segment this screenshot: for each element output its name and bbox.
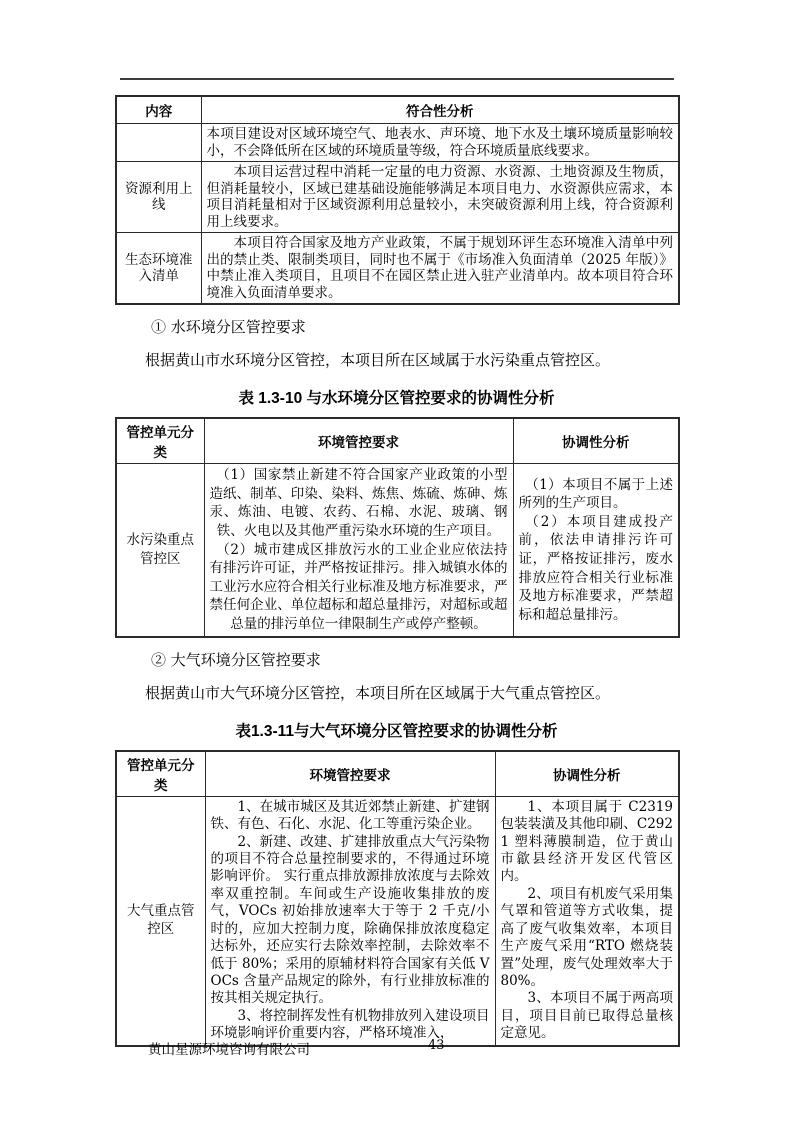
requirement-cell <box>204 464 513 637</box>
row-label: 资源利用上线 <box>116 162 201 233</box>
control-unit: 水污染重点管控区 <box>116 464 204 637</box>
col-header-analysis: 协调性分析 <box>513 418 679 464</box>
table-header-row <box>116 96 679 124</box>
requirement-item: （2）城市建成区排放污水的工业企业应依法持有排污许可证，并严格按证排污。排入城镇水体的工业污水应符合相关行业标准及地方标准要求，严禁任何企业、单位超标和超总量排污，对超标或超总量的排污单位一律限制生产或停产整顿。 <box>209 541 508 632</box>
page-content <box>115 0 678 1047</box>
analysis-item: 2、项目有机废气采用集气罩和管道等方式收集，提高了废气收集效率，本项目生产废气采用“RTO 燃烧装置”处理，废气处理效率大于 80%。 <box>500 885 673 989</box>
table-row <box>116 124 679 162</box>
requirement-item: 3、将控制挥发性有机物排放列入建设项目环境影响评价重要内容，严格环境准入， <box>210 1007 490 1042</box>
page-footer <box>115 1038 678 1058</box>
col-header-requirement: 环境管控要求 <box>205 751 495 797</box>
row-text: 本项目符合国家及地方产业政策，不属于规划环评生态环境准入清单中列出的禁止类、限制类项目，同时也不属于《市场准入负面清单（2025 年版）》中禁止准入类项目，且项目不在园区禁止进入驻产业清单内。故本项目符合环境准入负面清单要求。 <box>206 235 673 301</box>
table-row <box>116 162 679 233</box>
air-table-title: 表1.3-11与大气环境分区管控要求的协调性分析 <box>235 722 558 740</box>
air-section-paragraph: 根据黄山市大气环境分区管控，本项目所在区域属于大气重点管控区。 <box>145 683 611 702</box>
analysis-cell <box>513 464 679 637</box>
analysis-item: （1）本项目不属于上述所列的生产项目。 <box>518 476 673 512</box>
col-header-content: 内容 <box>116 96 201 124</box>
row-label <box>116 124 201 162</box>
col-header-analysis: 符合性分析 <box>201 96 679 124</box>
row-text: 本项目运营过程中消耗一定量的电力资源、水资源、土地资源及生物质，但消耗量较小，区域已建基础设施能够满足本项目电力、水资源供应需求，本项目消耗量相对于区域资源利用总量较小，未突破资源利用上线，符合资源利用上线要求。 <box>206 164 673 230</box>
row-text-cell <box>201 233 679 305</box>
air-control-table <box>115 750 680 1047</box>
col-header-analysis: 协调性分析 <box>495 751 679 797</box>
water-section-heading: ① 水环境分区管控要求 <box>151 318 306 336</box>
row-text-cell <box>201 124 679 162</box>
analysis-item: 1、本项目属于 C2319 包装装潢及其他印刷、C2921 塑料薄膜制造，位于黄山市歙县经济开发区代管区内。 <box>500 798 673 885</box>
row-text-cell <box>201 162 679 233</box>
water-control-table <box>115 417 680 637</box>
analysis-item: 3、本项目不属于两高项目，项目目前已取得总量核定意见。 <box>500 990 673 1042</box>
page-number: 43 <box>428 1038 445 1053</box>
table-header-row <box>116 751 679 797</box>
col-header-requirement: 环境管控要求 <box>204 418 513 464</box>
col-header-unit: 管控单元分类 <box>116 751 205 797</box>
requirement-item: （1）国家禁止新建不符合国家产业政策的小型造纸、制革、印染、染料、炼焦、炼硫、炼砷、炼汞、炼油、电镀、农药、石棉、水泥、玻璃、钢铁、火电以及其他严重污染水环境的生产项目。 <box>209 467 508 540</box>
footer-company-name: 黄山星源环境咨询有限公司 <box>148 1042 310 1058</box>
water-section-paragraph: 根据黄山市水环境分区管控，本项目所在区域属于水污染重点管控区。 <box>145 351 611 369</box>
table-header-row <box>116 418 679 464</box>
requirement-cell <box>205 796 495 1045</box>
requirement-item: 2、新建、改建、扩建排放重点大气污染物的项目不符合总量控制要求的，不得通过环境影响评价。 实行重点排放源排放浓度与去除效率双重控制。车间或生产设施收集排放的废气，VOCs 初始排放速率大于等于 2 千克/小时的，应加大控制力度，除确保排放浓度稳定达标外，还应实行去除效率控制，去除效率不低于 80%；采用的原辅材料符合国家有关低 VOCs 含量产品规定的除外，有行业排放标准的按其相关规定执行。 <box>210 833 490 1007</box>
table-row <box>116 464 679 637</box>
table-row <box>116 233 679 305</box>
col-header-unit: 管控单元分类 <box>116 418 204 464</box>
air-section-heading: ② 大气环境分区管控要求 <box>151 650 321 669</box>
analysis-item: （2）本项目建成投产前，依法申请排污许可证，严格按证排污，废水排放应符合相关行业标准及地方标准要求，严禁超标和超总量排污。 <box>518 513 673 623</box>
analysis-cell <box>495 796 679 1045</box>
water-table-title: 表 1.3-10 与水环境分区管控要求的协调性分析 <box>238 390 555 408</box>
table-row <box>116 796 679 1045</box>
requirement-item: 1、在城市城区及其近郊禁止新建、扩建钢铁、有色、石化、水泥、化工等重污染企业。 <box>210 798 490 833</box>
row-label: 生态环境准入清单 <box>116 233 201 305</box>
control-unit: 大气重点管控区 <box>116 796 205 1045</box>
row-text: 本项目建设对区域环境空气、地表水、声环境、地下水及土壤环境质量影响较小，不会降低所在区域的环境质量等级，符合环境质量底线要求。 <box>206 126 673 159</box>
compliance-table <box>115 95 680 305</box>
